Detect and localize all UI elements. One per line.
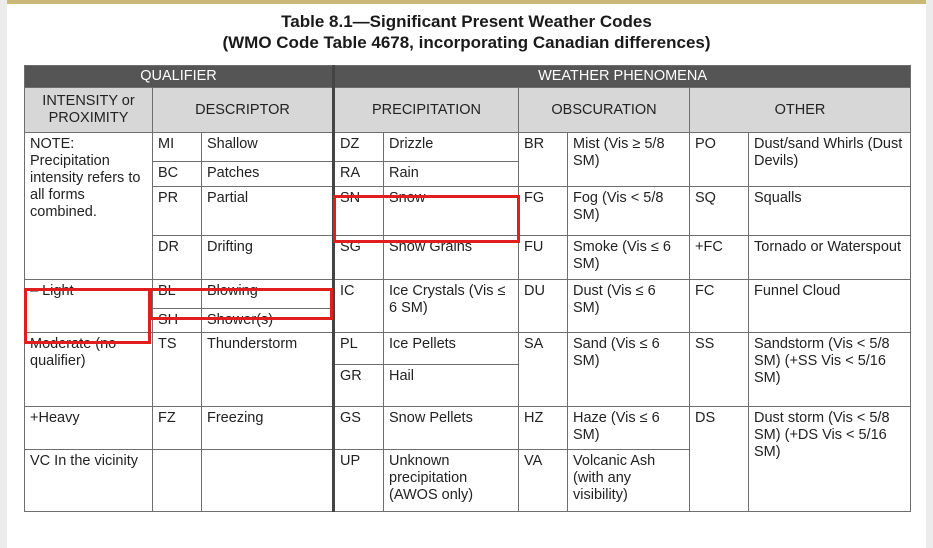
header-qualifier: QUALIFIER <box>25 66 334 88</box>
precip-label: Ice Crystals (Vis ≤ 6 SM) <box>384 280 519 333</box>
precip-label: Unknown precipitation (AWOS only) <box>384 450 519 512</box>
descriptor-code: BL <box>153 280 202 309</box>
descriptor-label-empty <box>202 450 334 512</box>
other-label: Squalls <box>749 187 911 236</box>
descriptor-label: Partial <box>202 187 334 236</box>
intensity-light: – Light <box>25 280 153 333</box>
precip-label: Snow <box>384 187 519 236</box>
other-label: Dust/sand Whirls (Dust Devils) <box>749 133 911 187</box>
descriptor-label: Blowing <box>202 280 334 309</box>
precip-label: Snow Grains <box>384 236 519 280</box>
other-code: SQ <box>690 187 749 236</box>
precip-code: GR <box>334 365 384 407</box>
precip-code: DZ <box>334 133 384 162</box>
descriptor-label: Shallow <box>202 133 334 162</box>
obsc-label: Sand (Vis ≤ 6 SM) <box>568 333 690 407</box>
obsc-code: HZ <box>519 407 568 450</box>
obsc-label: Haze (Vis ≤ 6 SM) <box>568 407 690 450</box>
other-code: DS <box>690 407 749 512</box>
descriptor-label: Patches <box>202 162 334 187</box>
descriptor-label: Thunderstorm <box>202 333 334 407</box>
header-other: OTHER <box>690 88 911 133</box>
header-obscuration: OBSCURATION <box>519 88 690 133</box>
precip-label: Snow Pellets <box>384 407 519 450</box>
precip-label: Hail <box>384 365 519 407</box>
descriptor-code: MI <box>153 133 202 162</box>
other-label: Sandstorm (Vis < 5/8 SM) (+SS Vis < 5/16 SM) <box>749 333 911 407</box>
header-precipitation: PRECIPITATION <box>334 88 519 133</box>
table-title: Table 8.1—Significant Present Weather Codes <box>281 12 652 31</box>
obsc-label: Dust (Vis ≤ 6 SM) <box>568 280 690 333</box>
right-margin <box>926 0 933 548</box>
highlight-light <box>24 288 151 344</box>
precip-code: IC <box>334 280 384 333</box>
obsc-code: VA <box>519 450 568 512</box>
descriptor-code: FZ <box>153 407 202 450</box>
obsc-label: Smoke (Vis ≤ 6 SM) <box>568 236 690 280</box>
header-descriptor: DESCRIPTOR <box>153 88 334 133</box>
other-label: Funnel Cloud <box>749 280 911 333</box>
obsc-code: FG <box>519 187 568 236</box>
intensity-note: NOTE: Precipitation intensity refers to all forms combined. <box>25 133 153 280</box>
descriptor-code: TS <box>153 333 202 407</box>
highlight-snow <box>333 195 520 243</box>
other-label: Dust storm (Vis < 5/8 SM) (+DS Vis < 5/16 SM) <box>749 407 911 512</box>
descriptor-label: Freezing <box>202 407 334 450</box>
intensity-moderate: Moderate (no qualifier) <box>25 333 153 407</box>
precip-code: PL <box>334 333 384 365</box>
precip-code: GS <box>334 407 384 450</box>
intensity-heavy: +Heavy <box>25 407 153 450</box>
other-code: +FC <box>690 236 749 280</box>
obsc-code: SA <box>519 333 568 407</box>
precip-code: RA <box>334 162 384 187</box>
obsc-label: Volcanic Ash (with any visibility) <box>568 450 690 512</box>
left-margin <box>0 0 7 548</box>
obsc-code: BR <box>519 133 568 187</box>
descriptor-code: DR <box>153 236 202 280</box>
header-intensity: INTENSITY or PROXIMITY <box>25 88 153 133</box>
table-subtitle: (WMO Code Table 4678, incorporating Canadian differences) <box>222 33 711 52</box>
intensity-vicinity: VC In the vicinity <box>25 450 153 512</box>
descriptor-code: PR <box>153 187 202 236</box>
precip-label: Drizzle <box>384 133 519 162</box>
precip-code: UP <box>334 450 384 512</box>
descriptor-label: Drifting <box>202 236 334 280</box>
descriptor-label: Shower(s) <box>202 309 334 333</box>
precip-code: SG <box>334 236 384 280</box>
descriptor-code-empty <box>153 450 202 512</box>
obsc-label: Fog (Vis < 5/8 SM) <box>568 187 690 236</box>
highlight-blowing <box>149 288 333 320</box>
other-code: PO <box>690 133 749 187</box>
other-label: Tornado or Waterspout <box>749 236 911 280</box>
precip-label: Ice Pellets <box>384 333 519 365</box>
obsc-code: FU <box>519 236 568 280</box>
other-code: SS <box>690 333 749 407</box>
obsc-label: Mist (Vis ≥ 5/8 SM) <box>568 133 690 187</box>
header-weather-phenomena: WEATHER PHENOMENA <box>334 66 911 88</box>
obsc-code: DU <box>519 280 568 333</box>
top-border <box>0 0 933 4</box>
other-code: FC <box>690 280 749 333</box>
descriptor-code: SH <box>153 309 202 333</box>
precip-label: Rain <box>384 162 519 187</box>
descriptor-code: BC <box>153 162 202 187</box>
precip-code: SN <box>334 187 384 236</box>
